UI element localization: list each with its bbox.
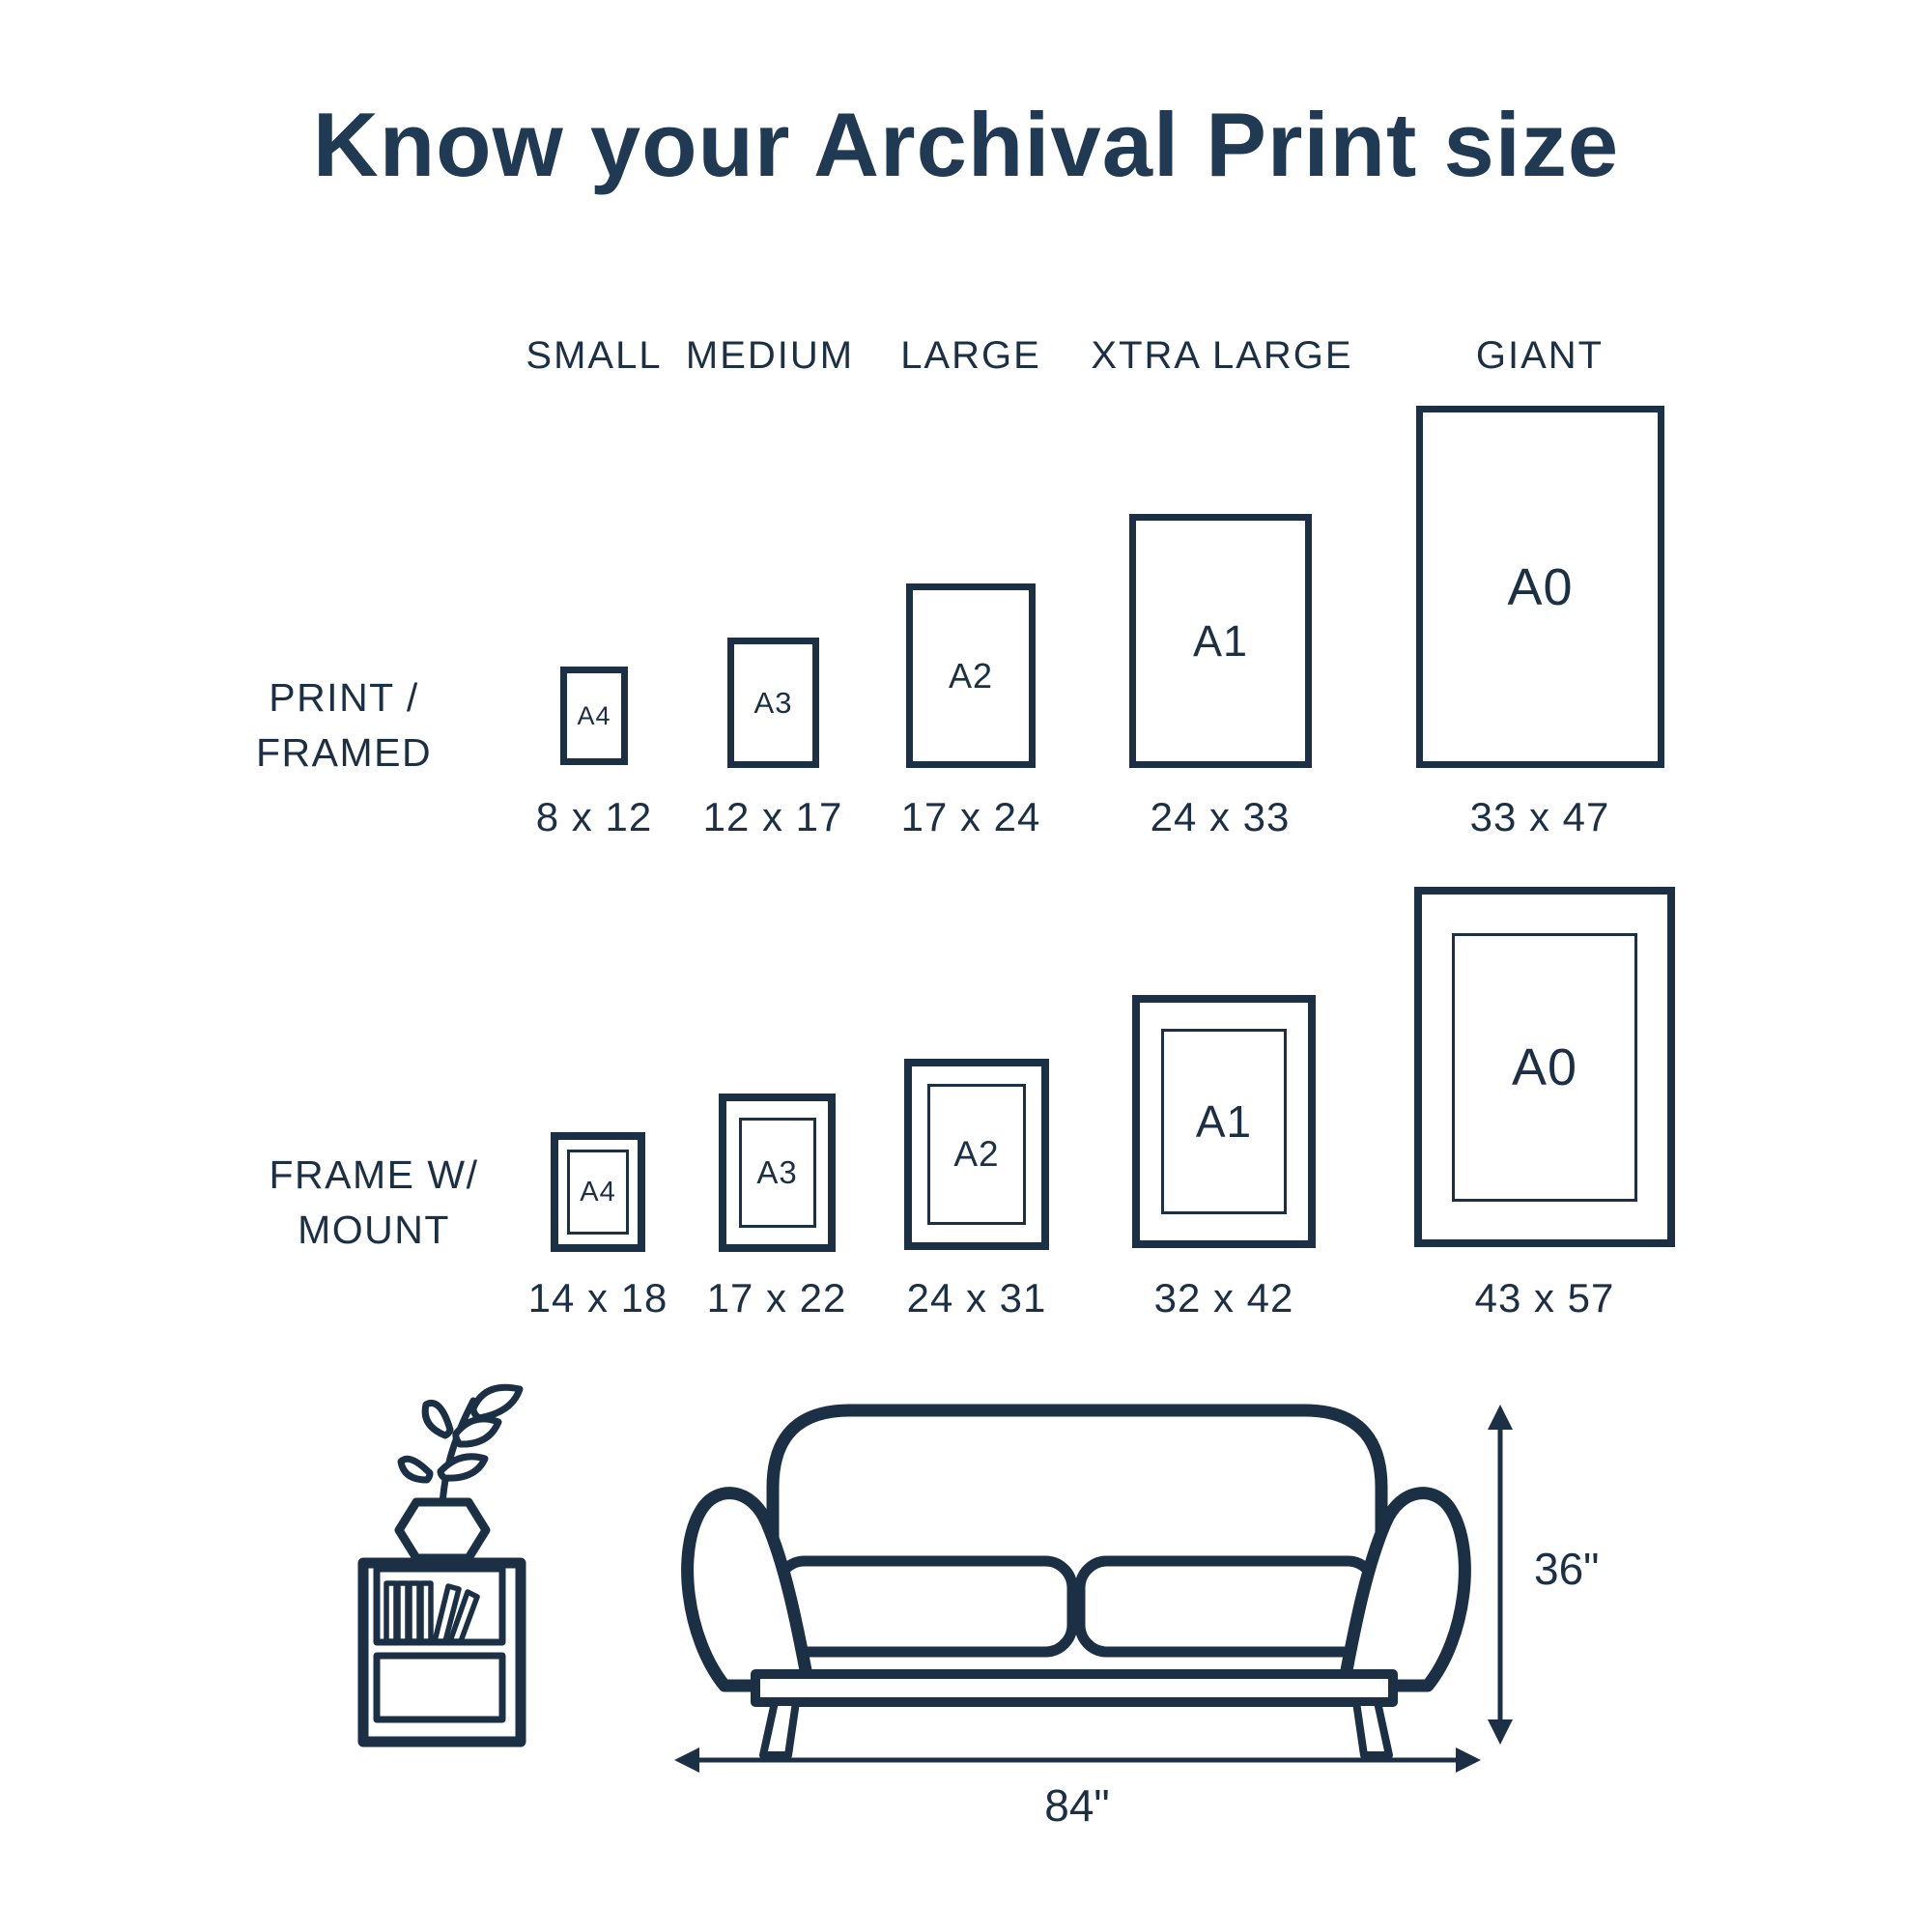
- print-box-code: A2: [948, 655, 994, 696]
- row-label-line: FRAME W/: [269, 1152, 479, 1197]
- plant-leaves-icon: [401, 1387, 520, 1480]
- height-dimension-arrow-icon: [1478, 1399, 1662, 1766]
- frame-size-label: 43 x 57: [1474, 1275, 1615, 1321]
- column-header-giant: GIANT: [1475, 334, 1605, 377]
- side-table-with-plant-icon: [319, 1370, 560, 1756]
- print-box-a3: [727, 638, 819, 768]
- print-box-a2: [906, 583, 1036, 768]
- frame-box-a0: [1414, 887, 1675, 1247]
- column-header-medium: MEDIUM: [685, 334, 855, 377]
- sofa-height-label: 36": [1534, 1544, 1600, 1594]
- sofa-icon: [667, 1396, 1497, 1840]
- print-size-label: 17 x 24: [900, 794, 1041, 839]
- column-header-large: LARGE: [900, 334, 1041, 377]
- frame-box-code: A1: [1195, 1096, 1253, 1147]
- frame-size-label: 17 x 22: [706, 1275, 847, 1321]
- print-box-code: A3: [753, 685, 793, 720]
- print-box-a0: [1416, 406, 1664, 768]
- row-label-line: MOUNT: [298, 1208, 450, 1252]
- print-size-label: 33 x 47: [1469, 794, 1610, 839]
- mount-window: [1161, 1029, 1287, 1214]
- print-box-code: A0: [1507, 557, 1574, 616]
- frame-box-code: A0: [1511, 1037, 1578, 1096]
- frame-size-label: 32 x 42: [1153, 1275, 1294, 1321]
- sofa-base: [755, 1674, 1393, 1702]
- frame-box-code: A2: [953, 1134, 1000, 1174]
- vase-icon: [399, 1502, 486, 1558]
- frame-box-a3: [719, 1094, 836, 1252]
- frame-box-a4: [551, 1132, 645, 1252]
- sofa-leg-left: [763, 1702, 796, 1755]
- sofa-width-label: 84": [1044, 1780, 1110, 1831]
- print-box-code: A4: [577, 700, 611, 730]
- print-size-label: 8 x 12: [535, 794, 653, 839]
- print-size-label: 12 x 17: [702, 794, 843, 839]
- mount-window: [567, 1150, 629, 1235]
- print-size-label: 24 x 33: [1150, 794, 1291, 839]
- print-box-a1: [1129, 514, 1312, 768]
- row-label-print-framed: [189, 670, 498, 781]
- row-label-frame-with-mount: [219, 1148, 528, 1258]
- sofa-cushion-right: [1080, 1561, 1375, 1652]
- frame-box-code: A4: [580, 1176, 616, 1208]
- row-label-line: PRINT /: [269, 675, 419, 720]
- sofa-leg-right: [1356, 1702, 1389, 1755]
- sofa-cushion-left: [778, 1561, 1072, 1652]
- print-box-a4: [560, 667, 628, 765]
- frame-box-a1: [1132, 995, 1316, 1248]
- page-title: Know your Archival Print size: [312, 94, 1620, 195]
- mount-window: [1452, 933, 1637, 1202]
- mount-window: [739, 1118, 816, 1228]
- frame-box-a2: [904, 1059, 1049, 1250]
- frame-size-label: 14 x 18: [527, 1275, 668, 1321]
- mount-window: [927, 1084, 1026, 1225]
- frame-box-code: A3: [756, 1154, 798, 1190]
- frame-size-label: 24 x 31: [906, 1275, 1047, 1321]
- column-header-small: SMALL: [526, 334, 663, 377]
- print-box-code: A1: [1192, 615, 1249, 666]
- column-header-xtra-large: XTRA LARGE: [1091, 334, 1353, 377]
- row-label-line: FRAMED: [255, 730, 433, 775]
